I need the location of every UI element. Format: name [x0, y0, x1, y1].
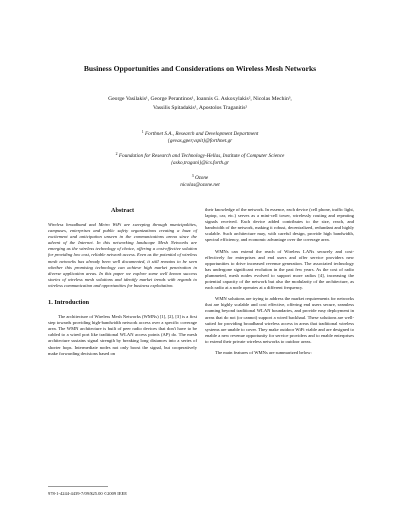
affiliation-2 [0, 151, 400, 167]
affiliation-number: 2 [115, 152, 118, 156]
body-paragraph: their knowledge of the network. In essence, each device (cell phone, traffic light, laptop, car, etc.) serves as a mini-cell tower, wirelessly routing and repeating signals received. Each device added contributes to the size, reach, and bandwidth of the network, making it robust, decentralized, redundant and highly scalable. Such architecture may, with careful design, provide high bandwidth, spectral efficiency, and economic advantage over the coverage area. [205, 207, 354, 243]
intro-paragraph: The architecture of Wireless Mesh Networks (WMNs) [1], [2], [3] is a first step towards providing high-bandwidth network access over a specific coverage area. The WMN architecture is built of peer radio devices that don't have to be cabled to a wired port like traditional WLAN access points (AP) do. The mesh architecture sustains signal strength by breaking long distances into a series of shorter hops. Intermediate nodes not only boost the signal, but cooperatively make forwarding decisions based on [48, 314, 197, 356]
affiliation-1 [0, 129, 400, 145]
author-line: George Vasilakis¹, George Perantinos¹, Ioannis G. Askoxylakis², Nicolas Mechin³, Vassilis Spitadakis¹, Apostolos Traganitis² [108, 96, 292, 112]
footer-rule [48, 486, 108, 487]
left-column [48, 207, 197, 362]
affiliation-email: nicolas@ozone.net [180, 182, 220, 189]
right-column [205, 207, 354, 361]
body-paragraph: WMNs can extend the reach of Wireless LANs securely and cost-effectively for enterprises and end users and offer service providers new opportunities to drive increased revenue generation. The associated technology has undergone significant evolution in the past few years. As the cost of radio plummeted, mesh nodes evolved to support more radios [4], increasing the potential capacity of the network but also the modularity of the architecture, as each radio at a node operates at a different frequency. [205, 248, 354, 291]
affiliation-number: 1 [141, 130, 144, 134]
abstract-heading: Abstract [110, 207, 135, 214]
section-heading: 1. Introduction [48, 299, 90, 307]
copyright-footer: 978-1-4244-4439-7/09/$25.00 ©2009 IEEE [48, 491, 128, 496]
abstract-text: Wireless broadband and Metro WiFi are sweeping through municipalities, campuses, enterprises and public safety organizations creating a buzz of excitement and anticipation unseen in the communications arena since the advent of the Internet. In this networking landscape Mesh Networks are emerging as the wireless technology of choice, offering a cost-effective solution for providing low cost, reliable network access. Even as the potential of wireless mesh networks has already been well documented, it still remains to be seen whether this promising technology can achieve high market penetration in diverse application areas. In this paper we explore some well known success stories of wireless mesh solutions and identify market trends with regards to wireless communication and opportunities for business exploitation. [48, 222, 197, 288]
paper-title: Business Opportunities and Considerations on Wireless Mesh Networks [83, 64, 317, 73]
body-paragraph: WMN solutions are trying to address the market requirements for networks that are highly scalable and cost effective, offering end users secure, seamless roaming beyond traditional WLAN boundaries, and provide easy deployment in areas that do not (or cannot) support a wired backhaul. These solutions are well-suited for providing broadband wireless access in areas that traditional wireless systems are unable to cover. They make outdoor WiFi viable and are designed to enable a new revenue opportunity for service providers and to enable enterprises to extend their private wireless networks to outdoor areas. [205, 296, 354, 344]
affiliation-org: Forthnet S.A., Research and Development Department [144, 131, 259, 137]
affiliation-org: Ozone [194, 175, 209, 181]
affiliation-number: 3 [191, 174, 194, 178]
author-list [0, 95, 400, 113]
body-paragraph: The main features of WMNs are summarized below: [215, 349, 312, 355]
affiliation-email: {gevas,gper,vspit}@forthnet.gr [167, 138, 233, 145]
affiliation-org: Foundation for Research and Technology-Hellas, Institute of Computer Science [118, 153, 285, 159]
affiliation-3 [0, 173, 400, 189]
affiliation-email: {asko,tragani}@ics.forth.gr [170, 160, 230, 167]
